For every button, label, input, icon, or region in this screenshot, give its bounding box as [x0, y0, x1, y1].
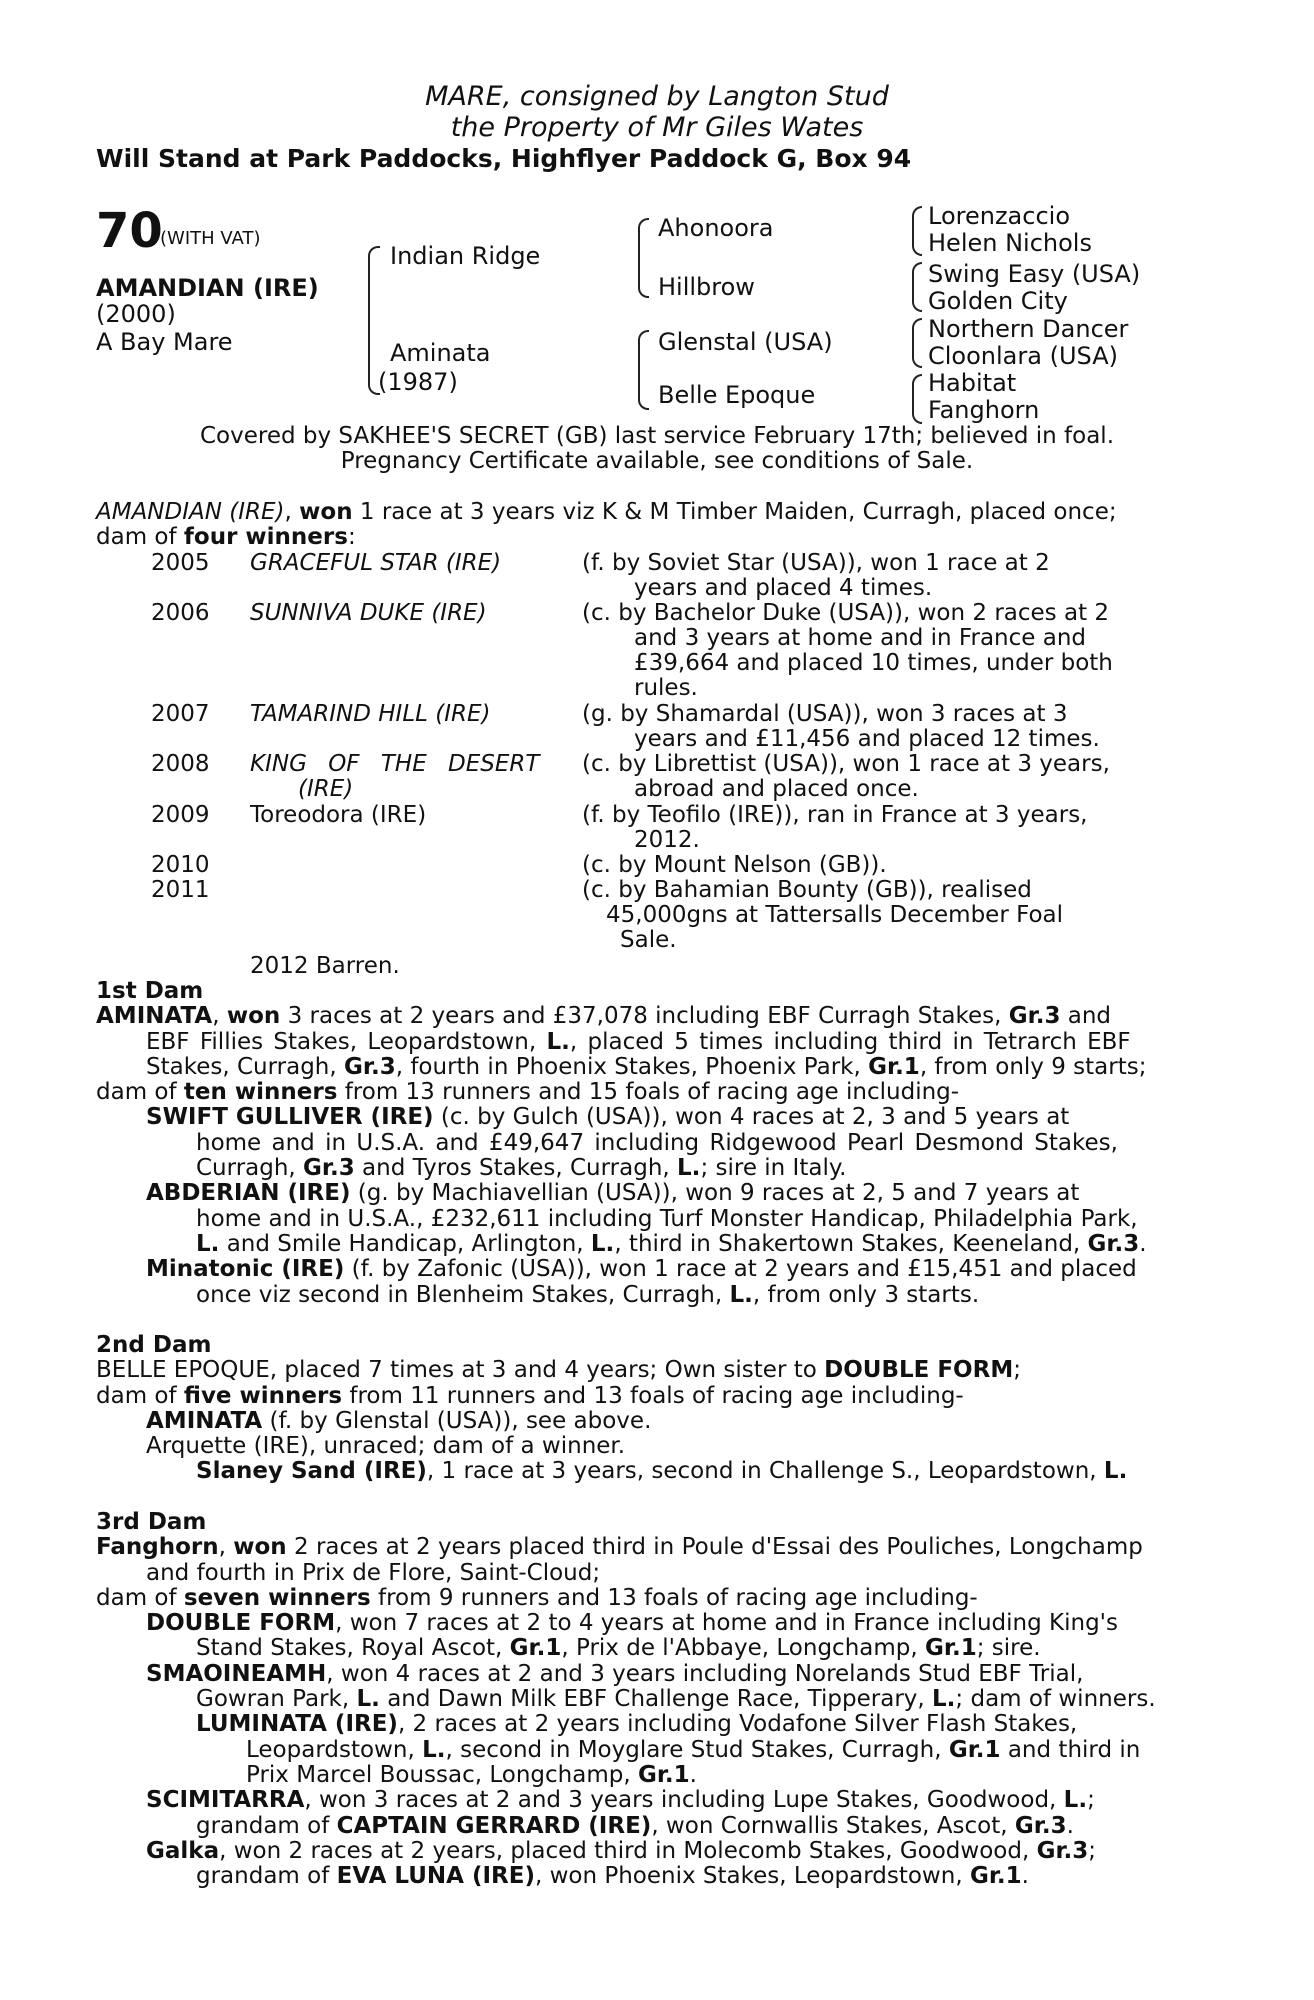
pedigree-sire: Indian Ridge [390, 242, 541, 270]
progeny-name: SUNNIVA DUKE (IRE) [250, 600, 487, 626]
second-dam-heading: 2nd Dam [96, 1332, 212, 1358]
progeny-desc: years and £11,456 and placed 12 times. [634, 726, 1100, 752]
pedigree-brace-ss [912, 206, 922, 256]
progeny-desc: Sale. [620, 927, 677, 953]
progeny-year: 2010 [151, 852, 210, 878]
progeny-desc: (g. by Shamardal (USA)), won 3 races at 3 [582, 701, 1068, 727]
progeny-year: 2006 [151, 600, 210, 626]
lot-horse-name: AMANDIAN (IRE) [96, 274, 319, 302]
progeny-desc: 2012. [634, 827, 700, 853]
header-line-3: Will Stand at Park Paddocks, Highflyer Paddock G, Box 94 [96, 144, 912, 173]
progeny-year: 2009 [151, 802, 210, 828]
header-line-2: the Property of Mr Giles Wates [450, 112, 864, 143]
pedigree-brace-sd [912, 262, 922, 312]
progeny-desc: (f. by Soviet Star (USA)), won 1 race at 2 [582, 550, 1050, 576]
pedigree-dam-year: (1987) [378, 368, 458, 396]
first-dam-heading: 1st Dam [96, 978, 204, 1004]
progeny-desc: (c. by Bachelor Duke (USA)), won 2 races at 2 [582, 600, 1110, 626]
pedigree-ss-sire: Lorenzaccio [928, 202, 1070, 230]
progeny-year: 2011 [151, 877, 210, 903]
header-line-1: MARE, consigned by Langton Stud [425, 81, 889, 112]
covered-line-1: Covered by SAKHEE'S SECRET (GB) last service February 17th; believed in foal. [199, 423, 1115, 449]
progeny-desc: (c. by Mount Nelson (GB)). [582, 852, 887, 878]
pedigree-dam-sire: Glenstal (USA) [658, 328, 833, 356]
intro-horse: AMANDIAN (IRE) [96, 499, 285, 525]
pedigree-brace-ds [912, 318, 922, 368]
pedigree-brace-dam [638, 330, 649, 410]
progeny-name-cont: (IRE) [298, 776, 354, 802]
lot-description: A Bay Mare [96, 328, 233, 356]
pedigree-ds-sire: Northern Dancer [928, 315, 1129, 343]
pedigree-sire-sire: Ahonoora [658, 214, 774, 242]
progeny-name: KING OF THE DESERT [250, 751, 540, 777]
progeny-name: GRACEFUL STAR (IRE) [250, 550, 502, 576]
progeny-desc: abroad and placed once. [634, 776, 919, 802]
pedigree-sd-dam: Golden City [928, 287, 1068, 315]
progeny-desc: 45,000gns at Tattersalls December Foal [606, 902, 1064, 928]
pedigree-dam: Aminata [390, 339, 491, 367]
first-dam-section: 1st Dam AMINATA, won 3 races at 2 years and £37,078 including EBF Curragh Stakes, Gr.3 and EBF Fillies Stakes, Leopardstown, L., placed 5 times including third in Tetrarch EBF Stakes, Curragh, Gr.3, fourth in Phoenix Stakes, Phoenix Park, Gr.1, from only 9 starts; dam of ten winners from 13 runners and 15 foals of racing age including- SWIFT GULLIVER (IRE) (c. by Gulch (USA)), won 4 races at 2, 3 and 5 years at home and in U.S.A. and £49,647 including Ridgewood Pearl Desmond Stakes, Curragh, Gr.3 and Tyros Stakes, Curragh, L.; sire in Italy. ABDERIAN (IRE) (g. by Machiavellian (USA)), won 9 races at 2, 5 and 7 years at home and in U.S.A., £232,611 including Turf Monster Handicap, Philadelphia Park, L. and Smile Handicap, Arlington, L., third in Shakertown Stakes, Keeneland, Gr.3. Minatonic (IRE) (f. by Zafonic (USA)), won 1 race at 2 years and £15,451 and placed once viz second in Blenheim Stakes, Curragh, L., from only 3 starts. [96, 979, 1206, 1308]
progeny-name: TAMARIND HILL (IRE) [250, 701, 491, 727]
progeny-name: Toreodora (IRE) [250, 802, 427, 828]
pedigree-sd-sire: Swing Easy (USA) [928, 260, 1141, 288]
intro-paragraph: AMANDIAN (IRE), won 1 race at 3 years viz K & M Timber Maiden, Curragh, placed once; dam of four winners: [96, 499, 1117, 551]
third-dam-section: 3rd Dam Fanghorn, won 2 races at 2 years placed third in Poule d'Essai des Pouliches, Longchamp and fourth in Prix de Flore, Saint-Cloud; dam of seven winners from 9 runners and 13 foals of racing age including- DOUBLE FORM, won 7 races at 2 to 4 years at home and in France including King's Stand Stakes, Royal Ascot, Gr.1, Prix de l'Abbaye, Longchamp, Gr.1; sire. SMAOINEAMH, won 4 races at 2 and 3 years including Norelands Stud EBF Trial, Gowran Park, L. and Dawn Milk EBF Challenge Race, Tipperary, L.; dam of winners. LUMINATA (IRE), 2 races at 2 years including Vodafone Silver Flash Stakes, Leopardstown, L., second in Moyglare Stud Stakes, Curragh, Gr.1 and third in Prix Marcel Boussac, Longchamp, Gr.1. SCIMITARRA, won 3 races at 2 and 3 years including Lupe Stakes, Goodwood, L.; grandam of CAPTAIN GERRARD (IRE), won Cornwallis Stakes, Ascot, Gr.3. Galka, won 2 races at 2 years, placed third in Molecomb Stakes, Goodwood, Gr.3; grandam of EVA LUNA (IRE), won Phoenix Stakes, Leopardstown, Gr.1. [96, 1510, 1206, 1889]
pedigree-brace-dd [912, 374, 922, 424]
progeny-year: 2008 [151, 751, 210, 777]
barren-note: 2012 Barren. [250, 953, 400, 979]
progeny-desc: rules. [634, 675, 698, 701]
pedigree-dam-dam: Belle Epoque [658, 381, 816, 409]
second-dam-section: 2nd Dam BELLE EPOQUE, placed 7 times at 3 and 4 years; Own sister to DOUBLE FORM; dam of five winners from 11 runners and 13 foals of racing age including- AMINATA (f. by Glenstal (USA)), see above. Arquette (IRE), unraced; dam of a winner. Slaney Sand (IRE), 1 race at 3 years, second in Challenge S., Leopardstown, L. [96, 1333, 1206, 1485]
progeny-desc: (c. by Bahamian Bounty (GB)), realised [582, 877, 1032, 903]
lot-vat: (WITH VAT) [160, 228, 261, 249]
progeny-desc: years and placed 4 times. [634, 575, 933, 601]
pedigree-brace-sire [638, 218, 649, 298]
lot-year: (2000) [96, 300, 176, 328]
progeny-desc: £39,664 and placed 10 times, under both [634, 650, 1113, 676]
covered-line-2: Pregnancy Certificate available, see conditions of Sale. [340, 448, 974, 474]
pedigree-dd-dam: Fanghorn [928, 396, 1040, 424]
progeny-desc: (f. by Teofilo (IRE)), ran in France at 3 years, [582, 802, 1088, 828]
progeny-desc: (c. by Librettist (USA)), won 1 race at 3 years, [582, 751, 1110, 777]
pedigree-dd-sire: Habitat [928, 369, 1017, 397]
progeny-desc: and 3 years at home and in France and [634, 625, 1086, 651]
pedigree-ds-dam: Cloonlara (USA) [928, 342, 1118, 370]
pedigree-ss-dam: Helen Nichols [928, 229, 1092, 257]
pedigree-sire-dam: Hillbrow [658, 273, 755, 301]
progeny-year: 2007 [151, 701, 210, 727]
lot-number: 70 [96, 203, 163, 259]
third-dam-heading: 3rd Dam [96, 1509, 207, 1535]
progeny-year: 2005 [151, 550, 210, 576]
